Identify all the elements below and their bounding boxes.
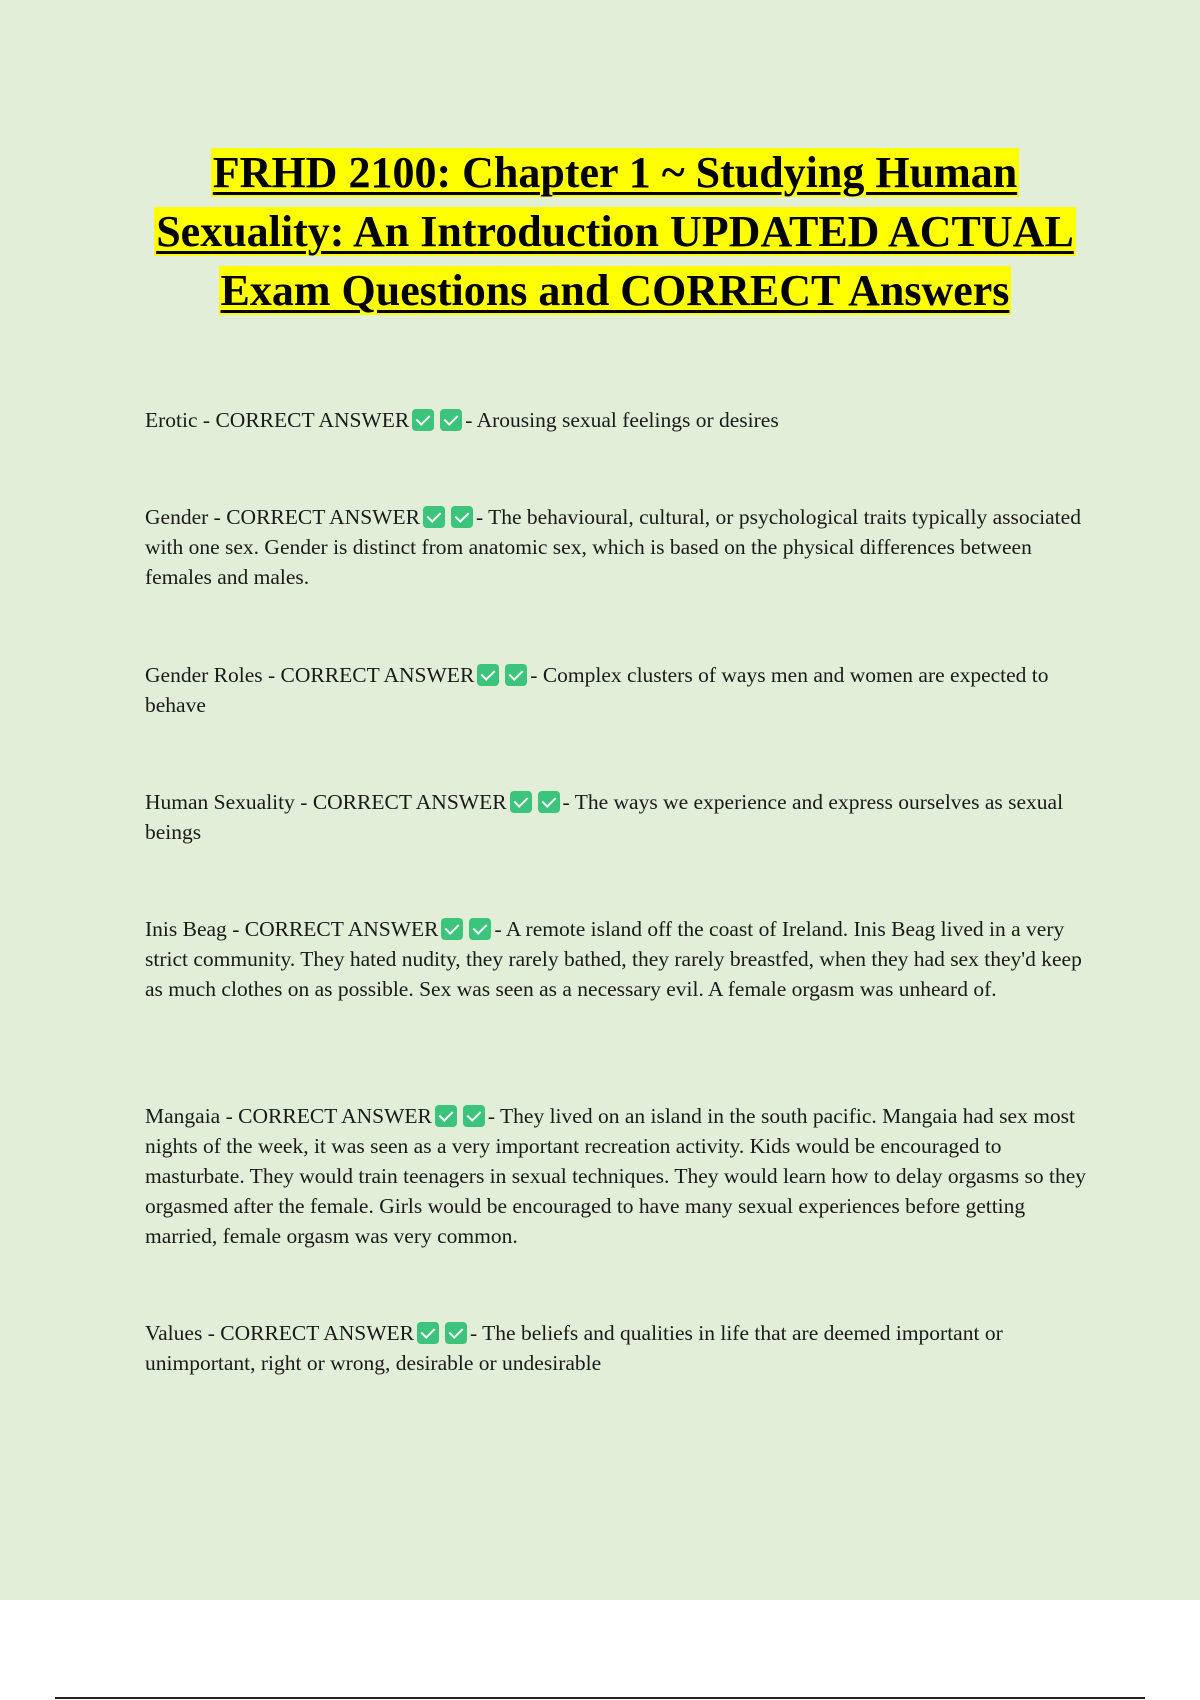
entry-marker: CORRECT ANSWER [226,505,420,529]
entry-term: Gender [145,505,209,529]
check-box-icon [451,506,473,528]
check-box-icon [412,409,434,431]
entry-term: Gender Roles [145,663,263,687]
entry-definition: The beliefs and qualities in life that are deemed important or unimportant, right or wrong, desirable or undesirable [145,1321,1003,1375]
qa-entry: Values - CORRECT ANSWER - The beliefs and qualities in life that are deemed important or unimportant, right or wrong, desirable or undesirable [145,1321,1003,1375]
check-box-icon [435,1105,457,1127]
check-box-icon [477,664,499,686]
entry-definition: The behavioural, cultural, or psychological traits typically associated with one sex. Gender is distinct from anatomic sex, which is based on the physical differences between females and males. [145,505,1081,589]
check-box-icon [441,918,463,940]
entry-marker: CORRECT ANSWER [280,663,475,687]
entry-marker: CORRECT ANSWER [220,1321,414,1345]
entry-marker: CORRECT ANSWER [244,917,439,941]
entry-marker: CORRECT ANSWER [312,790,507,814]
entry-marker: CORRECT ANSWER [238,1104,432,1128]
check-box-icon [417,1322,439,1344]
entry-term: Values [145,1321,203,1345]
qa-entry: Mangaia - CORRECT ANSWER - They lived on an island in the south pacific. Mangaia had sex most nights of the week, it was seen as a very important recreation activity. Kids would be encouraged to masturbate. They would train teenagers in sexual techniques. They would learn how to delay orgasms so they orgasmed after the female. Girls would be encouraged to have many sexual experiences before getting married, female orgasm was very common. [145,1104,1086,1248]
entry-term: Erotic [145,408,198,432]
check-box-icon [510,791,532,813]
document-title-text: FRHD 2100: Chapter 1 ~ Studying Human Sexuality: An Introduction UPDATED ACTUAL Exam Questions and CORRECT Answers [156,148,1074,315]
footer-divider [55,1697,1145,1699]
qa-entry: Erotic - CORRECT ANSWER - Arousing sexual feelings or desires [145,408,779,432]
qa-entry: Gender - CORRECT ANSWER - The behavioural, cultural, or psychological traits typically associated with one sex. Gender is distinct from anatomic sex, which is based on the physical differences between females and males. [145,505,1081,589]
entry-term: Inis Beag [145,917,227,941]
check-box-icon [423,506,445,528]
entry-definition: Complex clusters of ways men and women are expected to behave [145,663,1049,717]
check-box-icon [445,1322,467,1344]
check-box-icon [538,791,560,813]
qa-entry: Inis Beag - CORRECT ANSWER - A remote island off the coast of Ireland. Inis Beag lived in a very strict community. They hated nudity, they rarely bathed, they rarely breastfed, when they had sex they'd keep as much clothes on as possible. Sex was seen as a necessary evil. A female orgasm was unheard of. [145,917,1082,1001]
qa-entry: Human Sexuality - CORRECT ANSWER - The ways we experience and express ourselves as sexual beings [145,790,1064,844]
check-box-icon [463,1105,485,1127]
document-title [140,143,1090,320]
check-box-icon [505,664,527,686]
entry-definition: The ways we experience and express ourselves as sexual beings [145,790,1064,844]
entry-definition: A remote island off the coast of Ireland. Inis Beag lived in a very strict community. They hated nudity, they rarely bathed, they rarely breastfed, when they had sex they'd keep as much clothes on as possible. Sex was seen as a necessary evil. A female orgasm was unheard of. [145,917,1082,1001]
entry-term: Mangaia [145,1104,221,1128]
entry-marker: CORRECT ANSWER [215,408,410,432]
entry-definition: Arousing sexual feelings or desires [476,408,779,432]
qa-entry: Gender Roles - CORRECT ANSWER - Complex clusters of ways men and women are expected to behave [145,663,1049,717]
entry-term: Human Sexuality [145,790,295,814]
check-box-icon [440,409,462,431]
entry-definition: They lived on an island in the south pacific. Mangaia had sex most nights of the week, it was seen as a very important recreation activity. Kids would be encouraged to masturbate. They would train teenagers in sexual techniques. They would learn how to delay orgasms so they orgasmed after the female. Girls would be encouraged to have many sexual experiences before getting married, female orgasm was very common. [145,1104,1086,1248]
check-box-icon [469,918,491,940]
